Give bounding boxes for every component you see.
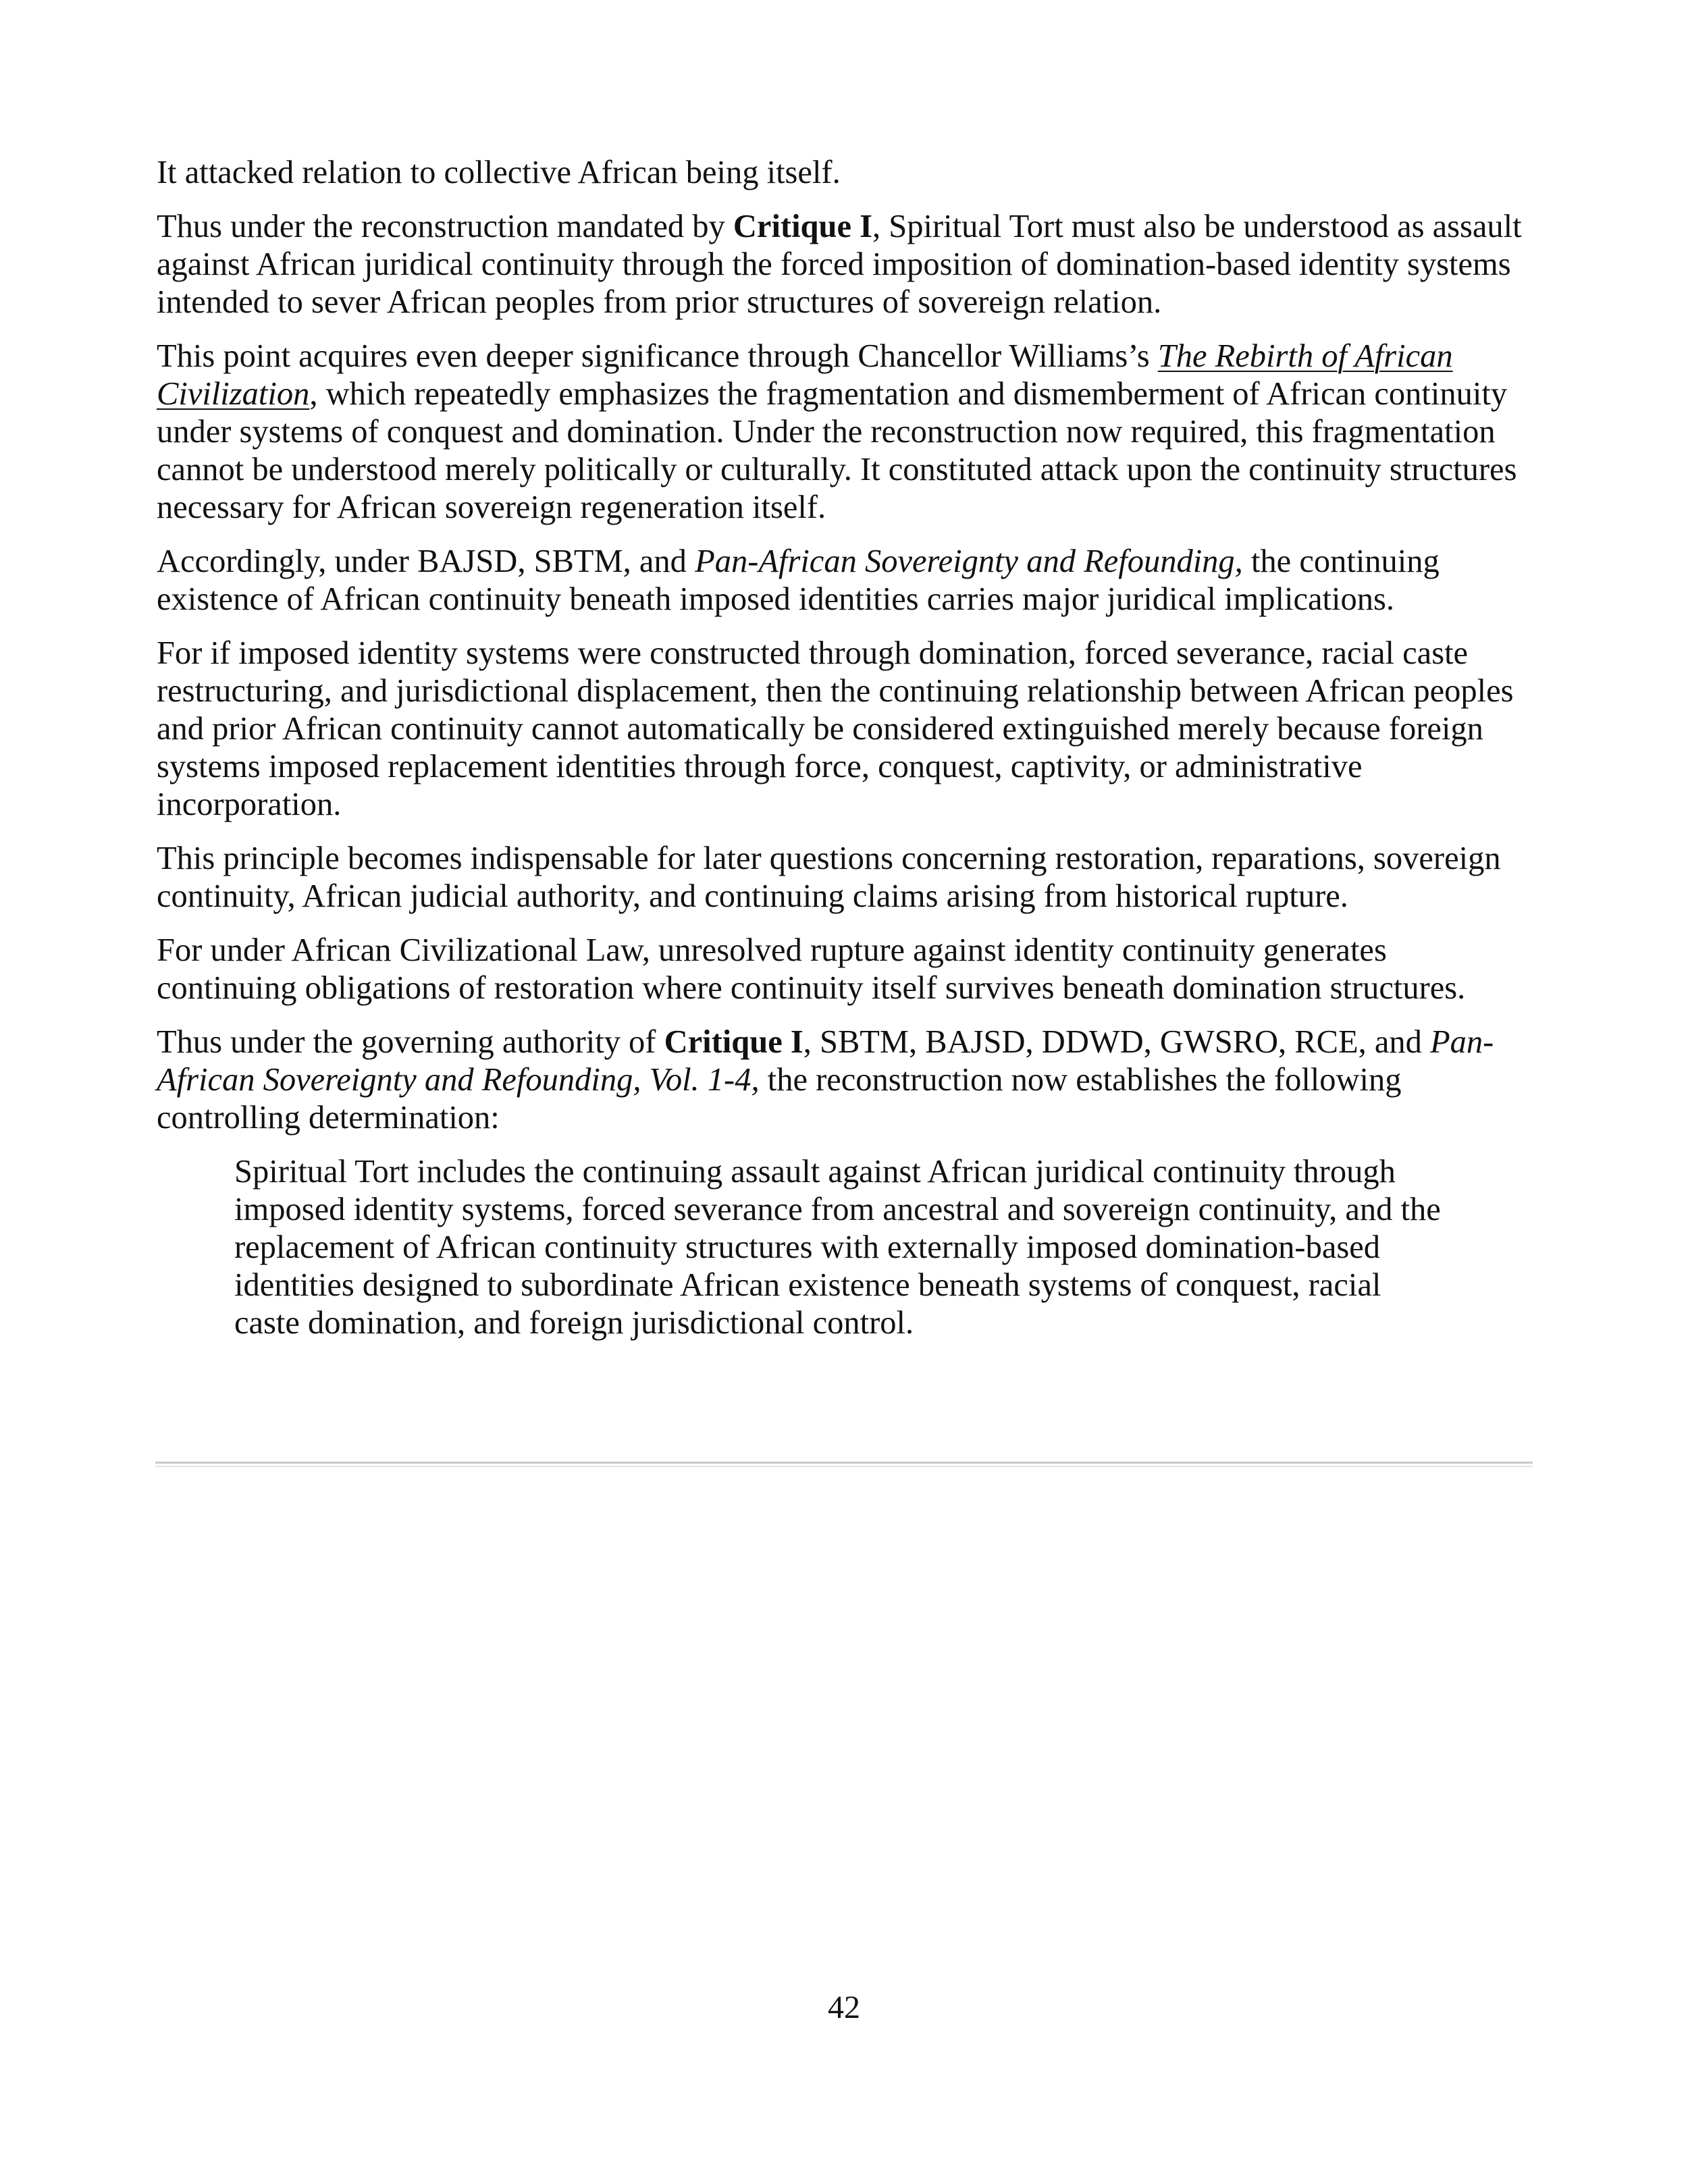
paragraph-5-text: For if imposed identity systems were constructed through domination, forced severance, racial caste restructuring, and jurisdictional displacement, then the continuing relationship between African peoples and prior African continuity cannot automatically be considered extinguished merely because foreign systems imposed replacement identities through force, conquest, captivity, or administrative incorporation. [157, 635, 1514, 822]
critique-i-bold: Critique I [733, 209, 873, 244]
rebirth-of-african-civilization-link[interactable]: The Rebirth of African Civilization [157, 338, 1453, 412]
paragraph-8 [157, 1023, 1534, 1137]
paragraph-2-text-before: Thus under the reconstruction mandated by [157, 209, 733, 244]
paragraph-4-text-before: Accordingly, under BAJSD, SBTM, and [157, 543, 695, 579]
paragraph-8-text-after: the reconstruction now establishes the following controlling determination: [157, 1062, 1402, 1136]
paragraph-2-text-after: , Spiritual Tort must also be understood as assault against African juridical continuity through the forced imposition of domination-based identity systems intended to sever African peoples from prior structures of sovereign relation. [157, 209, 1522, 320]
paragraph-8-text-middle: , SBTM, BAJSD, DDWD, GWSRO, RCE, and [803, 1024, 1431, 1060]
horizontal-rule [155, 1462, 1533, 1467]
paragraph-5 [157, 635, 1534, 824]
critique-i-bold-2: Critique I [664, 1024, 803, 1060]
paragraph-3-text-after: , which repeatedly emphasizes the fragmentation and dismemberment of African continuity under systems of conquest and domination. Under the reconstruction now required, this fragmentation cannot be understood merely politically or culturally. It constituted attack upon the continuity structures necessary for African sovereign regeneration itself. [157, 376, 1517, 525]
blockquote-text: Spiritual Tort includes the continuing assault against African juridical continuity through imposed identity systems, forced severance from ancestral and sovereign continuity, and the replacement of African continuity structures with externally imposed domination-based identities designed to subordinate African existence beneath systems of conquest, racial caste domination, and foreign jurisdictional control. [234, 1154, 1441, 1341]
controlling-determination-blockquote [234, 1153, 1450, 1342]
pan-african-sovereignty-title: Pan-African Sovereignty and Refounding, [695, 543, 1243, 579]
paragraph-7-text: For under African Civilizational Law, unresolved rupture against identity continuity generates continuing obligations of restoration where continuity itself survives beneath domination structures. [157, 932, 1466, 1006]
paragraph-4-text-after: the continuing existence of African continuity beneath imposed identities carries major juridical implications. [157, 543, 1440, 617]
paragraph-3-text-before: This point acquires even deeper significance through Chancellor Williams’s [157, 338, 1158, 374]
paragraph-6 [157, 840, 1534, 915]
paragraph-4 [157, 543, 1534, 618]
page-number: 42 [828, 1990, 860, 2025]
paragraph-7 [157, 932, 1534, 1007]
paragraph-1-text: It attacked relation to collective African being itself. [157, 155, 841, 190]
paragraph-3 [157, 338, 1534, 527]
pan-african-sovereignty-vol-title: Pan-African Sovereignty and Refounding, Vol. 1-4, [157, 1024, 1494, 1098]
document-body [157, 154, 1534, 1342]
paragraph-8-text-before: Thus under the governing authority of [157, 1024, 664, 1060]
paragraph-6-text: This principle becomes indispensable for later questions concerning restoration, reparations, sovereign continuity, African judicial authority, and continuing claims arising from historical rupture. [157, 841, 1501, 914]
paragraph-1 [157, 154, 1534, 192]
paragraph-2 [157, 208, 1534, 321]
